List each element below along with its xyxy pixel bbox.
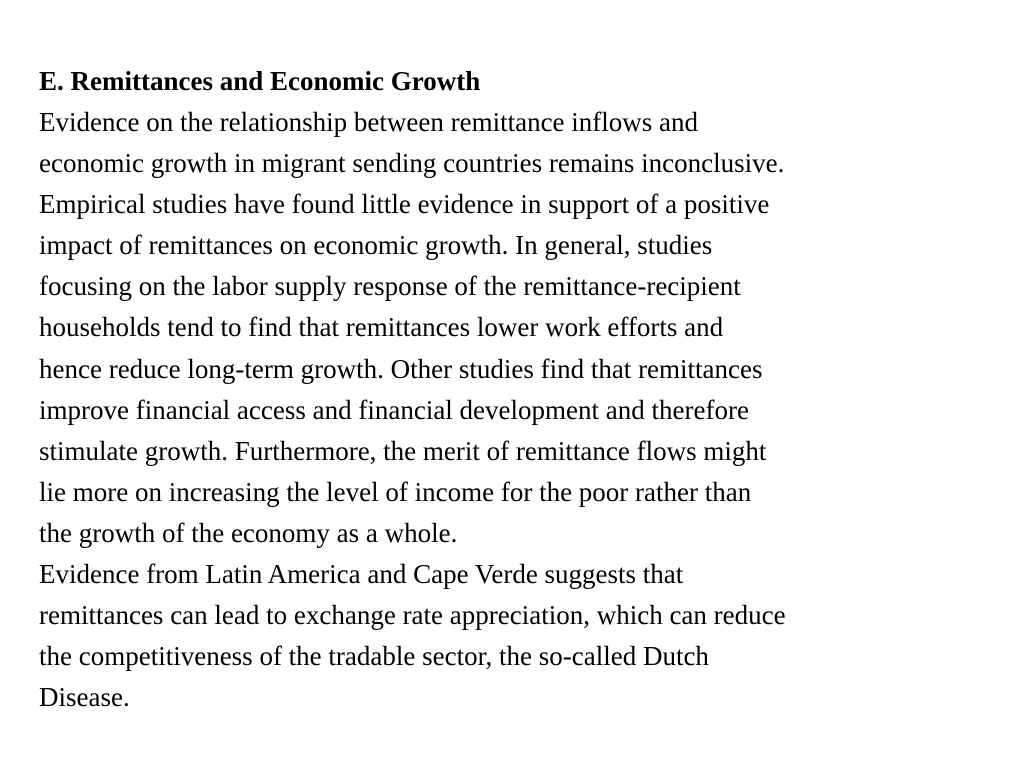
text-line: remittances can lead to exchange rate appreciation, which can reduce bbox=[39, 600, 786, 631]
text-line: the competitiveness of the tradable sector, the so-called Dutch bbox=[39, 641, 709, 672]
text-line: focusing on the labor supply response of the remittance-recipient bbox=[39, 271, 741, 302]
text-line: improve financial access and financial development and therefore bbox=[39, 394, 749, 425]
paragraph-dutch-disease bbox=[39, 554, 994, 718]
text-line: the growth of the economy as a whole. bbox=[39, 517, 458, 548]
text-line: Evidence on the relationship between remittance inflows and bbox=[39, 107, 699, 137]
text-line: hence reduce long-term growth. Other studies find that remittances bbox=[39, 353, 763, 384]
text-line: households tend to find that remittances lower work efforts and bbox=[39, 312, 724, 343]
text-line: Disease. bbox=[39, 682, 130, 713]
text-line: Evidence from Latin America and Cape Verde suggests that bbox=[39, 559, 684, 590]
paragraph-growth-evidence bbox=[39, 102, 994, 554]
text-line: Empirical studies have found little evidence in support of a positive bbox=[39, 189, 770, 220]
text-line: economic growth in migrant sending countries remains inconclusive. bbox=[39, 148, 785, 179]
text-line: stimulate growth. Furthermore, the merit of remittance flows might bbox=[39, 435, 767, 466]
text-line: lie more on increasing the level of income for the poor rather than bbox=[39, 476, 752, 507]
text-line: impact of remittances on economic growth. In general, studies bbox=[39, 230, 713, 261]
section-heading: E. Remittances and Economic Growth bbox=[39, 66, 481, 96]
